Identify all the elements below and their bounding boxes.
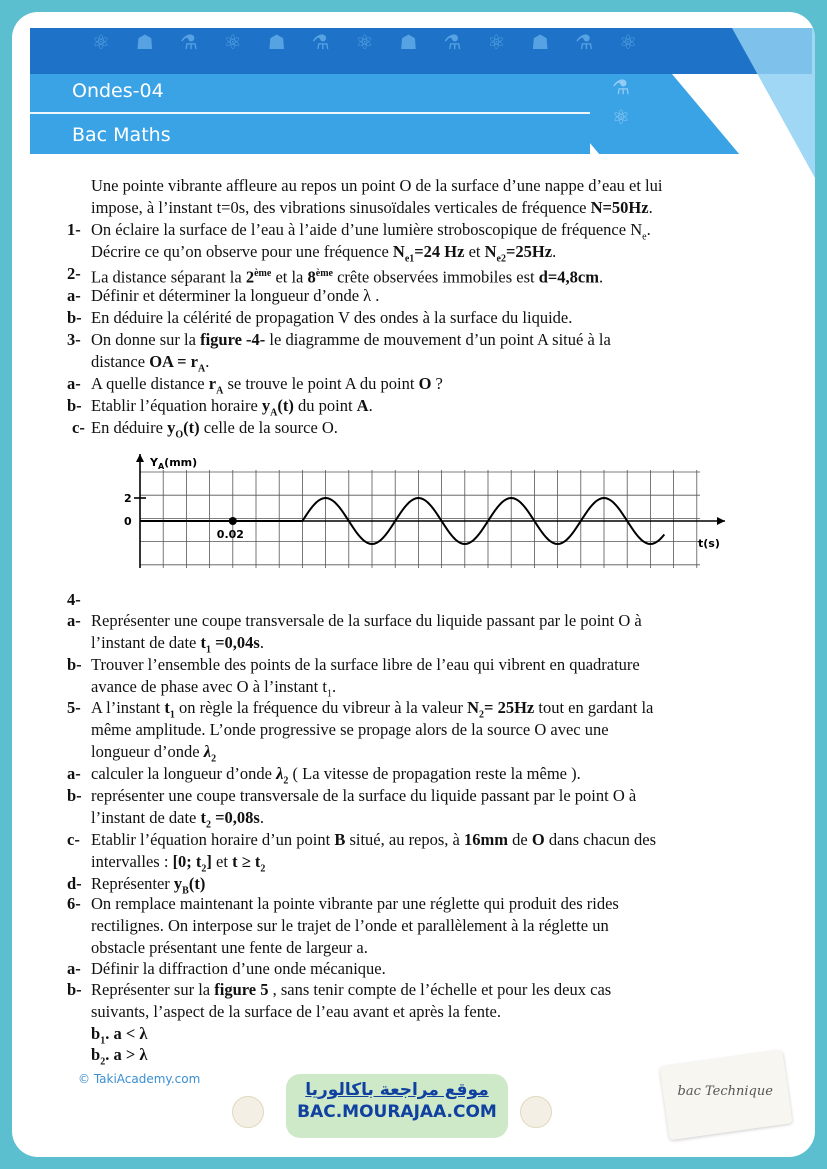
q6-line-1: On remplace maintenant la pointe vibrante par une réglette qui produit des rides bbox=[91, 894, 619, 913]
q3a-text: A quelle distance $r_A$ se trouve le point A du point O ? bbox=[91, 374, 443, 397]
header-separator bbox=[30, 112, 590, 114]
q6a-text: Définir la diffraction d’une onde mécanique. bbox=[91, 959, 386, 978]
q1-line-2: Décrire ce qu’on observe pour une fréquence $N_{e1}=24$ Hz et $N_{e2}=25Hz$. bbox=[91, 242, 557, 265]
q3c-text: En déduire $y_O(t)$ celle de la source O. bbox=[91, 418, 338, 441]
y-axis-arrow bbox=[136, 454, 144, 462]
q3b-text: Etablir l’équation horaire $y_A(t)$ du point A. bbox=[91, 396, 373, 419]
q6-line-3: obstacle présentant une fente de largeur a. bbox=[91, 938, 368, 957]
q6-number: 6- bbox=[67, 894, 81, 913]
q5d-number: d- bbox=[67, 874, 82, 893]
q2a-number: a- bbox=[67, 286, 81, 305]
q4b-number: b- bbox=[67, 655, 82, 674]
chart-axes bbox=[134, 454, 725, 568]
q2a-text: Définir et déterminer la longueur d’onde λ . bbox=[91, 286, 380, 305]
q4-number: 4- bbox=[67, 590, 81, 609]
page-subtitle: Bac Maths bbox=[72, 124, 171, 146]
taki-logo-right bbox=[520, 1096, 552, 1128]
q4a-number: a- bbox=[67, 611, 81, 630]
motion-diagram-chart bbox=[110, 450, 730, 580]
q1-number: 1- bbox=[67, 220, 81, 239]
t-marker-point bbox=[229, 517, 237, 525]
header-side-icons: ⚗ ⚛ bbox=[612, 75, 630, 129]
q6b1-item: $b_1$. a < λ bbox=[91, 1024, 148, 1047]
site-url-link[interactable]: BAC.MOURAJAA.COM bbox=[297, 1102, 497, 1122]
q5a-number: a- bbox=[67, 764, 81, 783]
q1-line-1: On éclaire la surface de l’eau à l’aide d’une lumière stroboscopique de fréquence $N_e$. bbox=[91, 220, 651, 243]
q4b-line-1: Trouver l’ensemble des points de la surface libre de l’eau qui vibrent en quadrature bbox=[91, 655, 640, 674]
page-title: Ondes-04 bbox=[72, 80, 164, 102]
q4a-line-1: Représenter une coupe transversale de la surface du liquide passant par le point O à bbox=[91, 611, 642, 630]
q2-line: La distance séparant la 2ème et la 8ème crête observées immobiles est d=4,8cm. bbox=[91, 267, 604, 287]
y-axis-label: $Y_A(mm)$ bbox=[150, 456, 198, 471]
q3a-number: a- bbox=[67, 374, 81, 393]
q5c-number: c- bbox=[67, 830, 80, 849]
q5-line-1: A l’instant $t_1$ on règle la fréquence du vibreur à la valeur $N_2= 25Hz$ tout en gardant la bbox=[91, 698, 654, 721]
q2b-number: b- bbox=[67, 308, 82, 327]
q3-line-1: On donne sur la figure -4- le diagramme de mouvement d’un point A situé à la bbox=[91, 330, 611, 349]
intro-line-1: Une pointe vibrante affleure au repos un point O de la surface d’une nappe d’eau et lui bbox=[91, 176, 663, 195]
q2-number: 2- bbox=[67, 264, 81, 283]
q4b-line-2: avance de phase avec O à l’instant $t_1$. bbox=[91, 677, 337, 700]
q3-line-2: distance OA = $r_A$. bbox=[91, 352, 210, 375]
q5-number: 5- bbox=[67, 698, 81, 717]
header-science-icons: ⚛☗⚗⚛☗⚗⚛☗⚗⚛☗⚗⚛ bbox=[92, 30, 664, 54]
bac-technique-sticker: bac Technique bbox=[659, 1050, 792, 1141]
q6b2-item: $b_2$. a > λ bbox=[91, 1045, 148, 1068]
q5-line-3: longueur d’onde $\lambda_2$ bbox=[91, 742, 217, 765]
q6b-number: b- bbox=[67, 980, 82, 999]
q5c-line-1: Etablir l’équation horaire d’un point B situé, au repos, à 16mm de O dans chacun des bbox=[91, 830, 657, 849]
q3-number: 3- bbox=[67, 330, 81, 349]
q2b-text: En déduire la célérité de propagation V des ondes à la surface du liquide. bbox=[91, 308, 573, 327]
x-axis-label: t(s) bbox=[698, 537, 720, 550]
q6b-line-2: suivants, l’aspect de la surface de l’eau avant et après la fente. bbox=[91, 1002, 502, 1021]
q3b-number: b- bbox=[67, 396, 82, 415]
q5b-line-2: l’instant de date $t_2 =0,08s$. bbox=[91, 808, 264, 831]
q5d-text: Représenter $y_B(t)$ bbox=[91, 874, 206, 897]
site-name-arabic[interactable]: موقع مراجعة باكالوريا bbox=[305, 1080, 489, 1100]
q5-line-2: même amplitude. L’onde progressive se propage alors de la source O avec une bbox=[91, 720, 609, 739]
q5a-text: calculer la longueur d’onde $\lambda_2$ ( La vitesse de propagation reste la même ). bbox=[91, 764, 581, 787]
site-badge[interactable] bbox=[286, 1074, 508, 1138]
q6a-number: a- bbox=[67, 959, 81, 978]
taki-logo-left bbox=[232, 1096, 264, 1128]
q6-line-2: rectilignes. On interpose sur le trajet de l’onde et parallèlement à la réglette un bbox=[91, 916, 609, 935]
chart-grid bbox=[140, 470, 700, 568]
intro-line-2: impose, à l’instant t=0s, des vibrations sinusoïdales verticales de fréquence N=50Hz. bbox=[91, 198, 653, 217]
q3c-number: c- bbox=[72, 418, 85, 437]
y-tick-label-2: 2 bbox=[124, 492, 132, 505]
x-axis-arrow bbox=[717, 517, 725, 525]
q4a-line-2: l’instant de date $t_1 =0,04s$. bbox=[91, 633, 264, 656]
x-marker-label: 0.02 bbox=[216, 528, 244, 541]
q5b-line-1: représenter une coupe transversale de la surface du liquide passant par le point O à bbox=[91, 786, 637, 805]
q6b-line-1: Représenter sur la figure 5 , sans tenir compte de l’échelle et pour les deux cas bbox=[91, 980, 612, 999]
q5b-number: b- bbox=[67, 786, 82, 805]
q5c-line-2: intervalles : [0; $t_2$] et $t \ge t_2$ bbox=[91, 852, 266, 875]
copyright-text: © TakiAcademy.com bbox=[78, 1072, 201, 1086]
y-tick-label-0: 0 bbox=[124, 515, 132, 528]
